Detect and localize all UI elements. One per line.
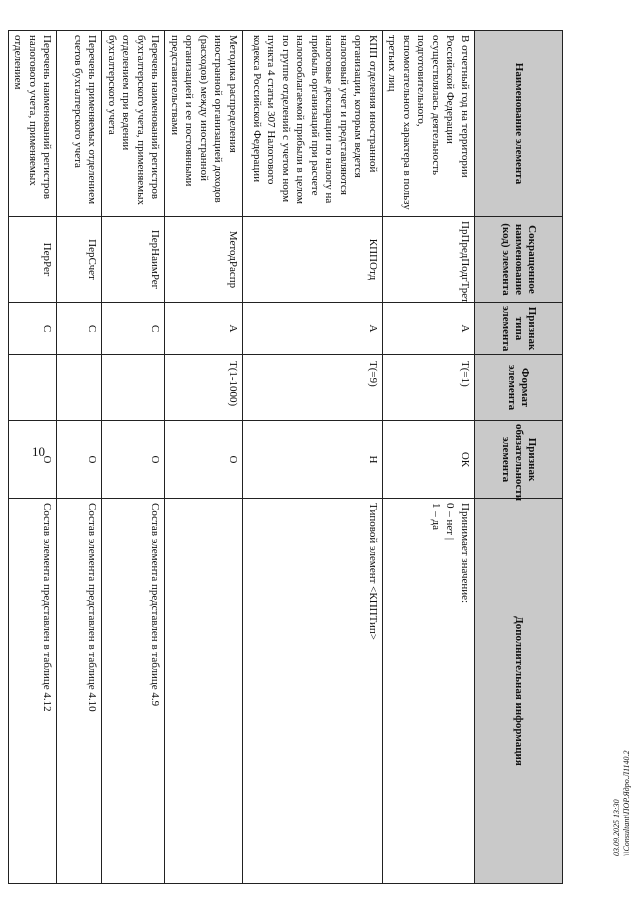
- cell-format: [57, 355, 102, 421]
- table-header-row: [475, 31, 563, 884]
- cell-info: Типовой элемент <КППТип>: [243, 499, 383, 884]
- cell-name: Перечень применяемых отделением счетов бухгалтерского учета: [57, 31, 102, 217]
- header-element-name: Наименование элемента: [475, 31, 563, 217]
- cell-name: В отчетный год на территории Российской Федерации осуществлялась деятельность подготовительного, вспомогательного характера в пользу третьих лиц: [383, 31, 475, 217]
- header-element-type: Признак типа элемента: [475, 303, 563, 355]
- footer-path: \\Consultant\ПОР.Ядро.Л1140.2: [622, 750, 631, 856]
- cell-info: Состав элемента представлен в таблице 4.12: [9, 499, 58, 884]
- elements-table: [8, 30, 563, 884]
- cell-info: Принимает значение: 0 – нет | 1 – да: [383, 499, 475, 884]
- footer-timestamp: 03.09.2025 13:30: [612, 799, 621, 856]
- cell-required: О: [165, 421, 243, 499]
- table-row: [243, 31, 383, 884]
- cell-format: T(=1): [383, 355, 475, 421]
- cell-info: Состав элемента представлен в таблице 4.9: [102, 499, 165, 884]
- cell-name: Методика распределения иностранной организацией доходов (расходов) между иностранной организацией и ее постоянными представительствами: [165, 31, 243, 217]
- cell-format: T(1-1000): [165, 355, 243, 421]
- cell-name: КПП отделения иностранной организации, которым ведется налоговый учет и представляются налоговые декларации по налогу на прибыль организаций при расчете налогооблагаемой прибыли в целом по группе отделений с учетом норм пункта 4 статьи 307 Налогового кодекса Российской Федерации: [243, 31, 383, 217]
- cell-required: Н: [243, 421, 383, 499]
- cell-format: T(=9): [243, 355, 383, 421]
- cell-required: О: [102, 421, 165, 499]
- table-row: [102, 31, 165, 884]
- cell-code: ПерРег: [9, 217, 58, 303]
- cell-name: Перечень наименований регистров налогового учета, применяемых отделением: [9, 31, 58, 217]
- cell-info: Состав элемента представлен в таблице 4.10: [57, 499, 102, 884]
- cell-type: А: [383, 303, 475, 355]
- table-row: [57, 31, 102, 884]
- cell-required: О: [57, 421, 102, 499]
- header-additional-info: Дополнительная информация: [475, 499, 563, 884]
- cell-code: КППОтд: [243, 217, 383, 303]
- cell-code: ПрПредПодгТрет: [383, 217, 475, 303]
- cell-name: Перечень наименований регистров бухгалтерского учета, применяемых отделением при ведении бухгалтерского учета: [102, 31, 165, 217]
- cell-format: [102, 355, 165, 421]
- cell-code: ПерСчет: [57, 217, 102, 303]
- cell-type: С: [9, 303, 58, 355]
- cell-type: С: [57, 303, 102, 355]
- header-element-format: Формат элемента: [475, 355, 563, 421]
- table-row: [9, 31, 58, 884]
- cell-code: ПерНаимРег: [102, 217, 165, 303]
- table-row: [383, 31, 475, 884]
- rotated-table-container: [12, 30, 563, 883]
- cell-required: ОК: [383, 421, 475, 499]
- cell-info: [165, 499, 243, 884]
- cell-required: О: [9, 421, 58, 499]
- header-element-code: Сокращенное наименование (код) элемента: [475, 217, 563, 303]
- table-row: [165, 31, 243, 884]
- cell-type: А: [243, 303, 383, 355]
- page-number: 10: [32, 444, 45, 459]
- cell-code: МетодРаспр: [165, 217, 243, 303]
- cell-format: [9, 355, 58, 421]
- header-element-required: Признак обязательности элемента: [475, 421, 563, 499]
- cell-type: А: [165, 303, 243, 355]
- cell-type: С: [102, 303, 165, 355]
